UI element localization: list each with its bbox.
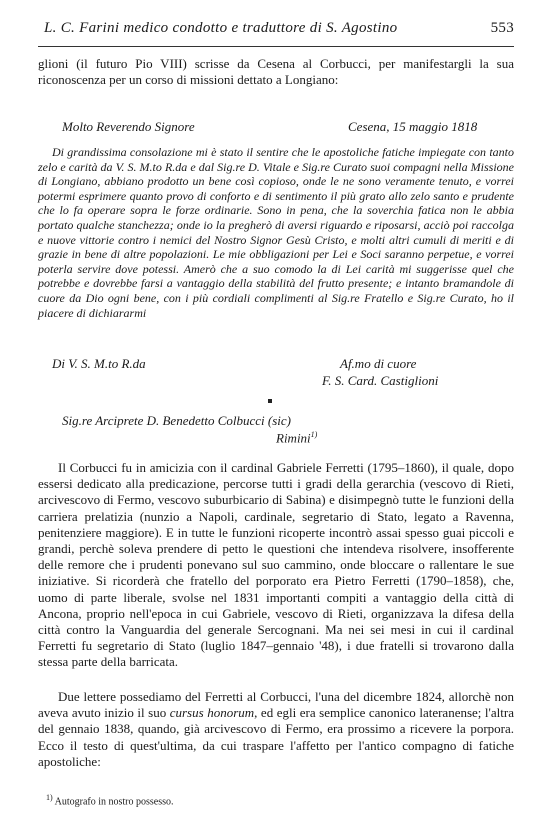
body-paragraph-1: Il Corbucci fu in amicizia con il cardinal Gabriele Ferretti (1795–1860), il quale, dopo essersi dedicato alla predicazione, percorse tutti i gradi della gerarchia (vescovo di Rieti, arcivescovo di Fermo, vescovo suburbicario di Sabina) e disimpegnò tutte le funzioni della carriera prelatizia (nunzio a Napoli, cardinale, segretario di Stato, legato a Ravenna, penitenziere maggiore). E in tutte le funzioni ricoperte incontrò assai spesso guai piccoli e grandi, perchè soleva prendere di petto le questioni che intendeva risolvere, insofferente delle remore che i prudenti ponevano sul suo cammino, onde bloccare o rallentare le sue iniziative. Si ricorderà che fratello del porporato era Pietro Ferretti (1790–1858), che, uomo di parte liberale, svolse nel 1831 importanti compiti a vantaggio della città di Ancona, proprio nell'epoca in cui Gabriele, vescovo di Rieti, organizzava la difesa della città contro la Vanguardia del generale Sercognani. Ma nei sei mesi in cui il cardinal Ferretti fu segretario di Stato (luglio 1847–gennaio '48), i due fratelli si trovarono dalla stessa parte della barricata. — [38, 460, 514, 670]
body-paragraph-2-part-a: Due lettere possediamo del Ferretti al Corbucci, l'una del dicembre 1824, allorchè non aveva avuto inizio il suo — [38, 689, 514, 721]
intro-paragraph: glioni (il futuro Pio VIII) scrisse da Cesena al Corbucci, per manifestargli la sua riconoscenza per un corso di missioni dettato a Longiano: — [38, 56, 514, 88]
page-number: 553 — [490, 20, 514, 36]
letter-salutation: Molto Reverendo Signore — [62, 119, 195, 134]
running-title: L. C. Farini medico condotto e traduttore di S. Agostino — [44, 20, 398, 36]
address-city: Rimini — [276, 430, 311, 446]
header-rule — [38, 46, 514, 47]
letter-signature: F. S. Card. Castiglioni — [322, 373, 439, 388]
section-separator-mark — [268, 399, 272, 403]
footnote — [46, 793, 174, 807]
letter-place-date: Cesena, 15 maggio 1818 — [348, 119, 478, 134]
body-paragraph-2-part-b: , ed egli era semplice canonico lateranense; l'altra del gennaio 1838, quando, già arcivescovo di Fermo, era prossimo a ricevere la porpora. Ecco il testo di quest'ultima, da cui traspare l'affetto per l'antico compagno di fatiche apostoliche: — [38, 705, 514, 769]
footnote-text: Autografo in nostro possesso. — [54, 796, 174, 808]
body-paragraph-2-italic: cursus honorum — [169, 705, 255, 721]
running-header — [44, 20, 514, 40]
address-line-1: Sig.re Arciprete D. Benedetto Colbucci (sic) — [62, 413, 291, 428]
address-line-2 — [276, 430, 317, 446]
body-paragraph-2 — [38, 689, 514, 770]
footnote-reference: 1) — [310, 430, 318, 439]
letter-closing-left: Di V. S. M.to R.da — [52, 356, 146, 371]
letter-closing-right-1: Af.mo di cuore — [340, 356, 417, 371]
footnote-marker: 1) — [46, 793, 53, 802]
letter-body: Di grandissima consolazione mi è stato il sentire che le apostoliche fatiche impiegate con tanto zelo e carità da V. S. M.to R.da e dal Sig.re D. Vitale e Sig.re Curato suoi compagni nella Missione di Longiano, abbiano prodotto un bene così copioso, onde le ne sono veramente tenuto, e vorrei potermi esprimere quanto provo di conforto e di sentimento il più grato allo zelo santo e prudente che lo fa operare sopra le forze ordinarie. Sono in pena, che la soverchia fatica non le abbia portato qualche stanchezza; onde io la pregherò di aversi riguardo e riposarsi, acciò poi raccolga e nuove vittorie contro i nemici del Nostro Signor Gesù Cristo, e molti altri cumuli di meriti e di grazie in bene di altre popolazioni. Le mie obbligazioni per Lei e Soci saranno perpetue, e vorrei poterla servire dove potessi. Amerò che a suo comodo la di Lei carità mi suggerisse quel che potrebbe e dovrebbe farsi a vantaggio della stabilità del frutto presente; e intanto bramandole di cuore da Dio ogni bene, con i più cordiali complimenti al Sig.re Fratello e Sig.re Curato, ho il piacere di dichiararmi — [38, 145, 514, 320]
